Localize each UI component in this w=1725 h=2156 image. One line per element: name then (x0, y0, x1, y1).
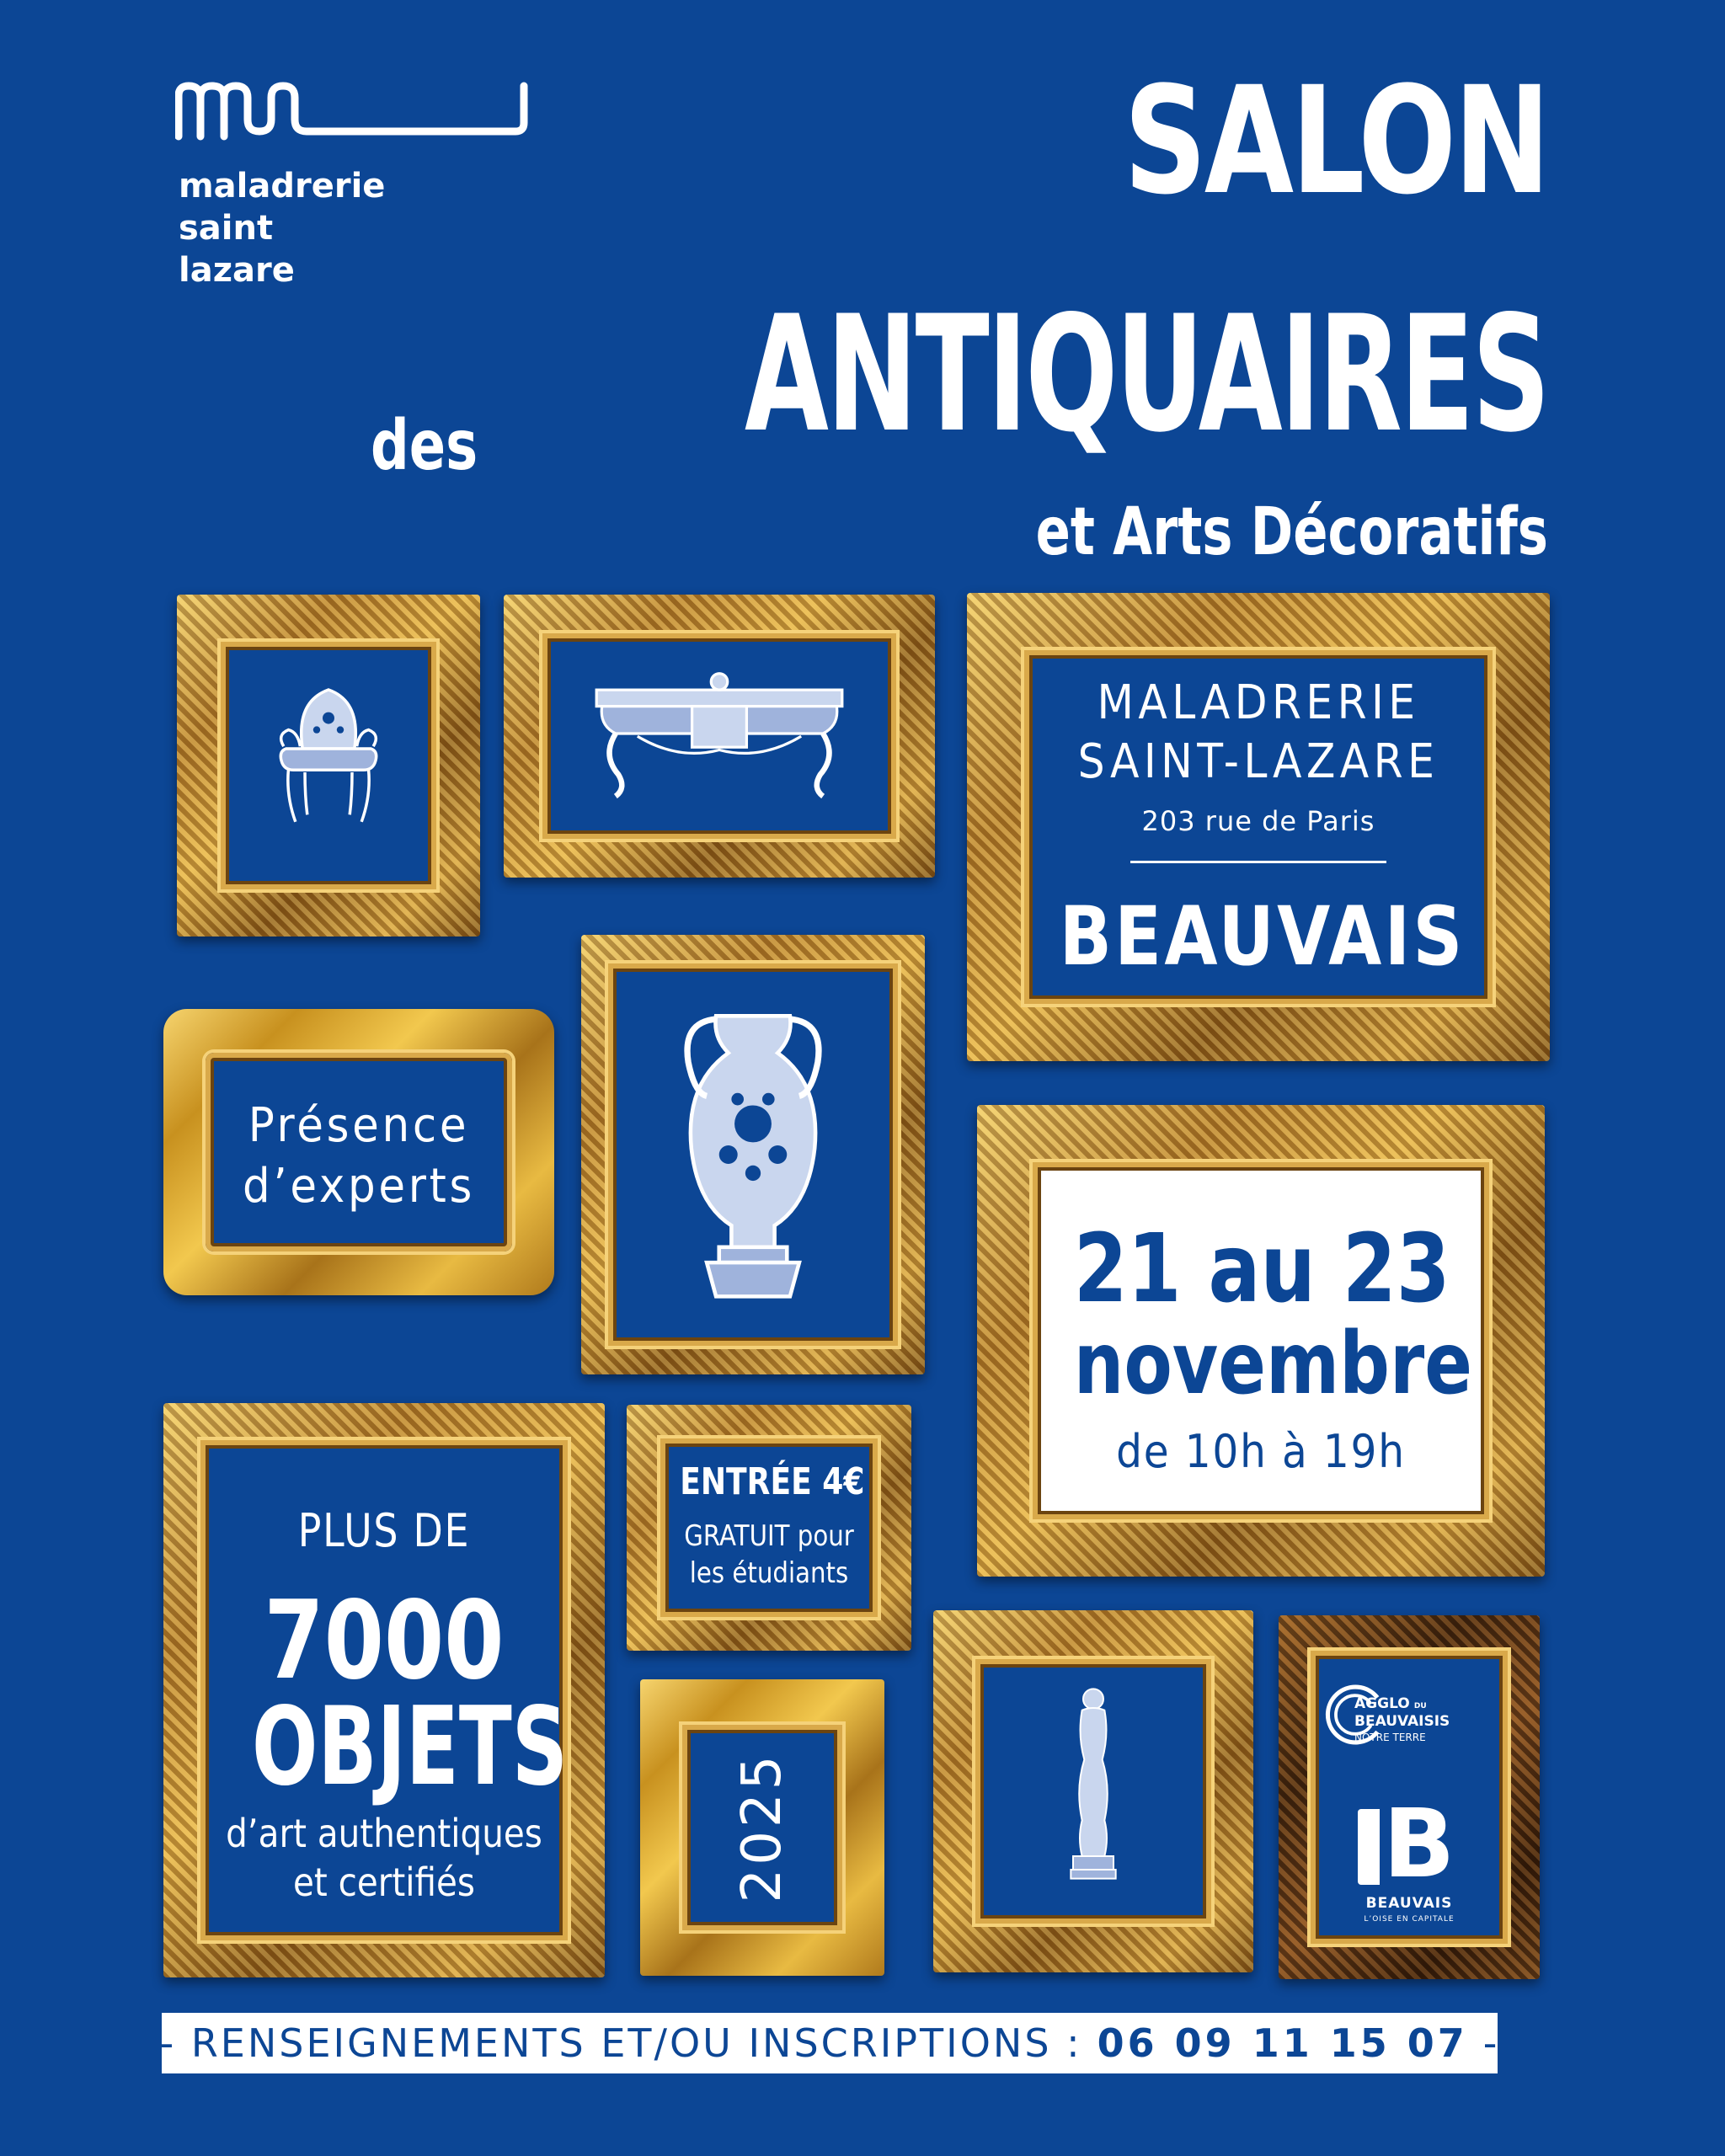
frame-armchair (177, 595, 480, 937)
objects-label: OBJETS (252, 1684, 569, 1810)
entry-free-line1: GRATUIT pour (684, 1519, 854, 1553)
objects-count: 7000 (264, 1578, 505, 1704)
frame-entry (627, 1405, 911, 1651)
year-label: 2025 (731, 1752, 793, 1903)
agglo-word: AGGLO (1354, 1695, 1410, 1712)
title-salon: SALON (1124, 55, 1548, 227)
frame-venue (967, 593, 1550, 1061)
beauvais-wordmark: BEAUVAIS (1365, 1895, 1453, 1912)
agglo-notre-terre: NOTRE TERRE (1354, 1732, 1426, 1743)
frame-experts (163, 1009, 554, 1295)
agglo-du: DU (1413, 1702, 1427, 1710)
logo-text (179, 165, 385, 291)
frame-statue (933, 1610, 1253, 1972)
info-end: - (1482, 2020, 1500, 2066)
venue-city: BEAUVAIS (1059, 889, 1466, 984)
venue-address: 203 rue de Paris (1141, 805, 1375, 837)
vase-icon (660, 1001, 846, 1309)
b-mark: B (1383, 1790, 1455, 1899)
dates-range: 21 au 23 (1073, 1214, 1450, 1324)
armchair-icon (270, 672, 387, 837)
title-antiquaires: ANTIQUAIRES (744, 281, 1548, 467)
title-des: des (371, 406, 478, 486)
venue-line1: MALADRERIE (1097, 675, 1420, 730)
entry-free-line2: les étudiants (689, 1556, 849, 1590)
frame-vase (581, 935, 925, 1374)
logo-line-maladrerie: maladrerie (179, 167, 386, 205)
objects-desc2: et certifiés (292, 1860, 476, 1905)
frame-objects (163, 1403, 605, 1977)
maladrerie-logo-mark (175, 77, 529, 145)
venue-line2: SAINT-LAZARE (1077, 734, 1439, 789)
agglo-beauvaisis: BEAUVAISIS (1354, 1713, 1450, 1730)
title-arts-decoratifs: et Arts Décoratifs (1035, 494, 1548, 570)
frame-console-table (504, 595, 935, 878)
frame-partners (1279, 1615, 1540, 1979)
objects-intro: PLUS DE (297, 1504, 471, 1557)
frame-dates (977, 1105, 1545, 1577)
beauvais-b-logo (1358, 1790, 1459, 1899)
phone-number[interactable]: 06 09 11 15 07 (1097, 2020, 1468, 2066)
dates-hours: de 10h à 19h (1116, 1425, 1406, 1478)
info-label: - RENSEIGNEMENTS ET/OU INSCRIPTIONS : (159, 2020, 1082, 2066)
logo-line-saint: saint (179, 209, 274, 248)
dates-month: novembre (1073, 1314, 1473, 1414)
entry-price: ENTRÉE 4€ (680, 1460, 865, 1503)
venue-divider (1130, 861, 1386, 863)
experts-line1: Présence (248, 1098, 470, 1153)
agglo-logo-text (1354, 1696, 1450, 1745)
logo-line-lazare: lazare (179, 251, 295, 290)
objects-desc1: d’art authentiques (226, 1811, 542, 1856)
frame-year (640, 1679, 884, 1976)
info-phone-bar (159, 2013, 1500, 2073)
experts-line2: d’experts (242, 1159, 476, 1214)
console-table-icon (583, 664, 856, 803)
beauvais-tagline: L’OISE EN CAPITALE (1364, 1915, 1455, 1924)
statue-icon (1060, 1681, 1127, 1883)
